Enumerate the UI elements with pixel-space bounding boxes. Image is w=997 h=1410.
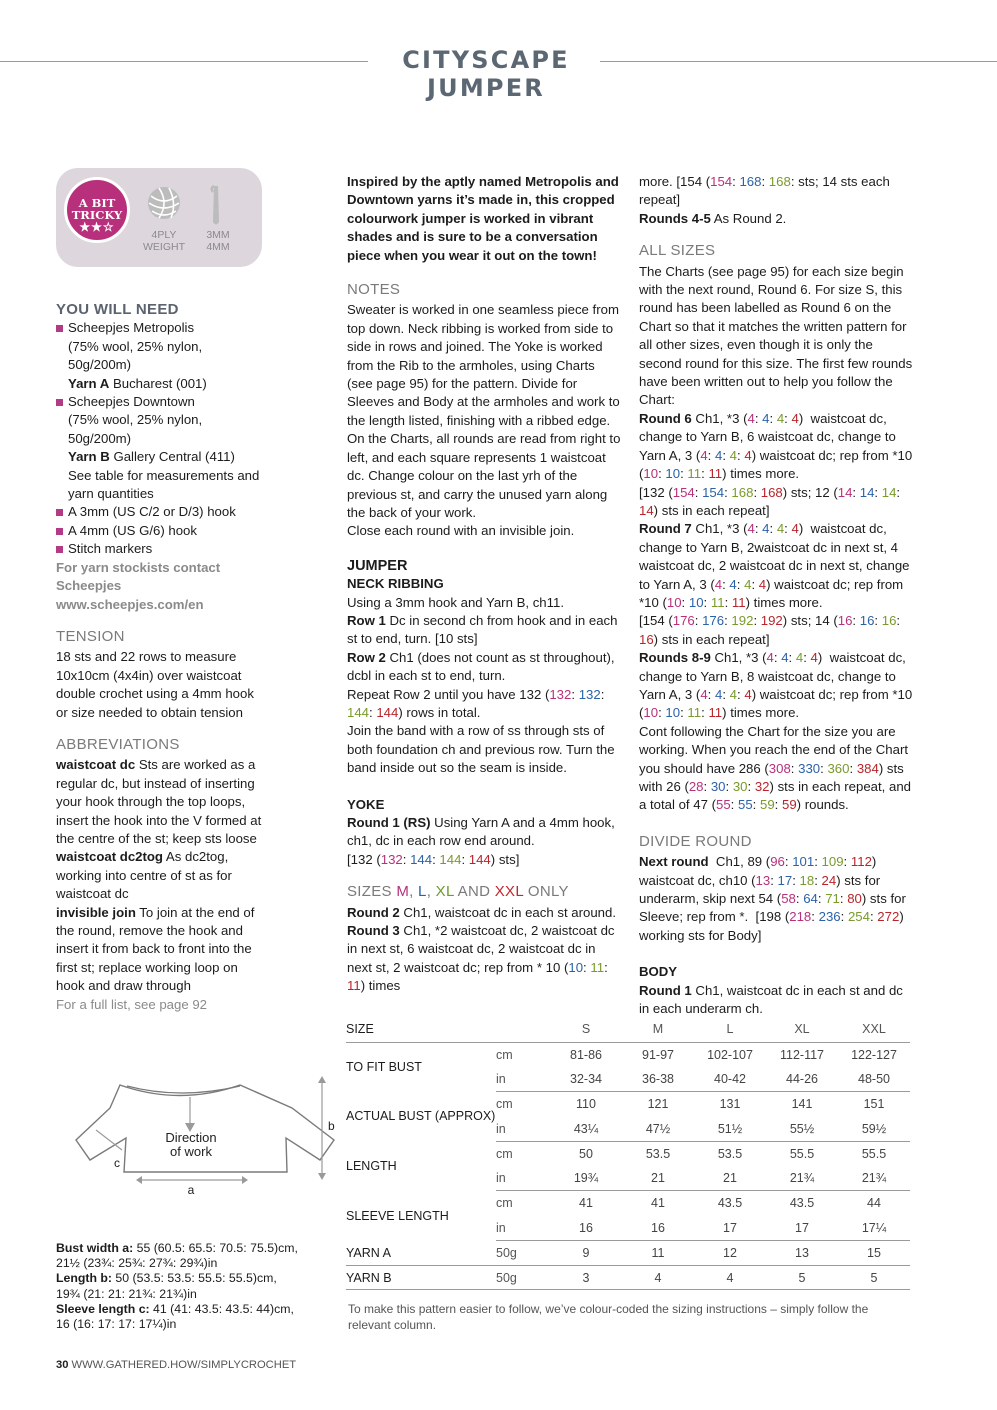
notes-heading: NOTES: [347, 281, 401, 299]
list-item-detail: Yarn A Bucharest (001): [68, 375, 207, 391]
dimension-a-label: a: [187, 1183, 195, 1197]
page-number: 30: [56, 1359, 69, 1371]
length-measure: Length b: 50 (53.5: 53.5: 55.5: 55.5)cm,: [56, 1271, 277, 1286]
page-title: CITYSCAPE JUMPER: [402, 46, 570, 102]
table-header-xl: XL: [766, 1017, 838, 1042]
column-right: [639, 173, 913, 1018]
stockists-text: For yarn stockists contact Scheepjes: [56, 559, 221, 594]
garment-diagram: [60, 1070, 340, 1200]
list-item: A 3mm (US C/2 or D/3) hook: [56, 503, 268, 521]
table-row: in 32-34 36-38 40-42 44-26 48-50: [346, 1067, 910, 1092]
intro-text: Inspired by the aptly named Metropolis and Downtown yarns it’s made in, this cropped colourwork jumper is worked in vibrant shades and is sure to be a conversation piece when you wear it out on the town!: [347, 174, 619, 263]
stockists-link[interactable]: www.scheepjes.com/en: [56, 596, 204, 612]
hook-size-label: 3MM 4MM: [206, 229, 230, 253]
abbreviations-full-list: For a full list, see page 92: [56, 996, 208, 1012]
crochet-hook-icon: [206, 184, 226, 228]
join-instruction: Join the band with a row of ss through sts of both foundation ch and previous row. Turn the band inside out so the seam is inside.: [347, 723, 615, 776]
round-7: Round 7 Ch1, *3 (4: 4: 4: 4) waistcoat dc, change to Yarn B, 2waistcoat dc in next st, 4 waistcoat dc, 2 waistcoat dc in next st, change to Yarn A, 3 (4: 4: 4: 4) waistcoat dc; rep from *10 (10: 10: 11: 11) times more.: [639, 521, 910, 610]
table-footnote: To make this pattern easier to follow, we’ve colour-coded the sizing instructions – simply follow the relevant column.: [348, 1302, 869, 1332]
you-will-need-heading: YOU WILL NEED: [56, 301, 179, 318]
abbreviations-heading: ABBREVIATIONS: [56, 735, 180, 753]
yoke-heading: YOKE: [347, 796, 385, 812]
round-1: Round 1 (RS) Using Yarn A and a 4mm hook, ch1, dc in each row end around.: [347, 815, 615, 849]
table-row-yarn-b: YARN B 50g 3 4 4 5 5: [346, 1265, 910, 1290]
column-middle: [347, 173, 621, 996]
round-6: Round 6 Ch1, *3 (4: 4: 4: 4) waistcoat dc, change to Yarn B, 6 waistcoat dc, change to Yarn A, 3 (4: 4: 4: 4) waistcoat dc; rep from *10 (10: 10: 11: 11) times more.: [639, 410, 913, 482]
table-header-l: L: [694, 1017, 766, 1042]
list-item-detail: (75% wool, 25% nylon, 50g/200m): [68, 338, 203, 373]
notes-text: Sweater is worked in one seamless piece from top down. Neck ribbing is worked from side to side in rows and joined. The Yoke is worked from the Rib to the armholes, using Charts (see page 95) for the pattern. Divide for Sleeves and Body at the armholes and work to the length listed, finishing with a ribbed edge. On the Charts, all rounds are read from right to left, and each square represents 1 waistcoat dc. Change colour on the last yrh of the previous st, and carry the unused yarn along the back of your work.: [347, 302, 621, 520]
direction-label: Direction: [165, 1130, 217, 1145]
round-6-count: [132 (154: 154: 168: 168) sts; 12 (14: 14: 14: 14) sts in each repeat]: [639, 484, 901, 518]
round-3: Round 3 Ch1, *2 waistcoat dc, 2 waistcoat dc in next st, 6 waistcoat dc, 2 waistcoat dc in next st, 2 waistcoat dc; rep from * 10 (10: 11: 11) times: [347, 923, 615, 994]
abbreviation-item: waistcoat dc2tog As dc2tog, working into centre of st as for waistcoat dc: [56, 849, 232, 902]
body-heading: BODY: [639, 964, 678, 980]
table-row: in 19¾ 21 21 21¾ 21¾: [346, 1166, 910, 1191]
table-row: LENGTH cm 50 53.5 53.5 55.5 55.5: [346, 1146, 887, 1173]
list-item: Scheepjes Metropolis: [56, 319, 268, 337]
footer-url[interactable]: WWW.GATHERED.HOW/SIMPLYCROCHET: [68, 1359, 297, 1371]
divide-round: Next round Ch1, 89 (96: 101: 109: 112) waistcoat dc, ch10 (13: 17: 18: 24) sts for underarm, skip next 54 (58: 64: 71: 80) sts for Sleeve; rep from *. [198 (218: 236: 254: 272) working sts for Body]: [639, 854, 906, 943]
measurements: [56, 1241, 326, 1332]
header-rule-right: [600, 61, 997, 62]
notes-text-2: Close each round with an invisible join.: [347, 523, 575, 539]
column-left: [56, 301, 268, 1014]
list-item: Scheepjes Downtown: [56, 393, 268, 411]
size-table: [346, 1017, 910, 1290]
body-round-1: Round 1 Ch1, waistcoat dc in each st and dc in each underarm ch.: [639, 982, 903, 1017]
length-measure-in: 19¾ (21: 21: 21¾: 21¾)in: [56, 1286, 197, 1301]
list-item: A 4mm (US G/6) hook: [56, 522, 268, 540]
bust-measure-in: 21½ (23¾: 25¾: 27¾: 29¾)in: [56, 1256, 218, 1271]
sizes-heading: SIZES M, L, XL AND XXL ONLY: [347, 883, 569, 901]
difficulty-badge: [56, 168, 262, 267]
list-item-detail: See table for measurements and yarn quantities: [68, 467, 260, 502]
sleeve-measure: Sleeve length c: 41 (41: 43.5: 43.5: 44)cm,: [56, 1301, 294, 1316]
difficulty-circle: [64, 177, 130, 243]
difficulty-line1: A BIT: [78, 196, 116, 210]
difficulty-stars: ★★☆: [79, 220, 115, 234]
yarn-weight-label: 4PLY WEIGHT: [143, 229, 185, 253]
all-sizes-text: The Charts (see page 95) for each size begin with the next round, Round 6. For size S, this round has been labelled as Round 6 on the Chart so that it matches the written pattern for all other sizes, even though it is only the second round for this size. The first few rounds have been written out to help you follow the Chart:: [639, 263, 913, 408]
tension-heading: TENSION: [56, 627, 125, 645]
page-footer: [56, 1359, 296, 1371]
header-rule-left: [0, 61, 368, 62]
neck-ribbing-heading: NECK RIBBING: [347, 576, 444, 592]
table-row: TO FIT BUST cm 81-86 91-97 102-107 112-117 122-127: [346, 1047, 897, 1075]
bust-measure: Bust width a: 55 (60.5: 65.5: 70.5: 75.5)cm,: [56, 1241, 298, 1255]
dimension-b-label: b: [328, 1119, 335, 1133]
round-7-count: [154 (176: 176: 192: 192) sts; 14 (16: 16: 16: 16) sts in each repeat]: [639, 613, 901, 647]
table-row-yarn-a: YARN A 50g 9 11 12 13 15: [346, 1240, 910, 1265]
sleeve-measure-in: 16 (16: 17: 17: 17¼)in: [56, 1317, 177, 1332]
direction-label-2: of work: [170, 1144, 212, 1159]
abbreviation-item: invisible join To join at the end of the round, remove the hook and insert it from back to front into the first st; replace working loop on hook and draw through: [56, 904, 255, 994]
rounds-8-9: Rounds 8-9 Ch1, *3 (4: 4: 4: 4) waistcoat dc, change to Yarn B, 8 waistcoat dc, change to Yarn A, 3 (4: 4: 4: 4) waistcoat dc; rep from *10 (10: 10: 11: 11) times more.: [639, 650, 913, 721]
round-1-count: [132 (132: 144: 144: 144) sts]: [347, 851, 520, 867]
rounds-4-5: Rounds 4-5 As Round 2.: [639, 210, 787, 226]
list-item: Stitch markers: [56, 540, 268, 558]
divide-round-heading: DIVIDE ROUND: [639, 832, 752, 850]
yarn-ball-icon: [147, 186, 181, 220]
repeat-row: Repeat Row 2 until you have 132 (132: 132: 144: 144) rows in total.: [347, 686, 605, 720]
round-3-cont: more. [154 (154: 168: 168: sts; 14 sts each repeat]: [639, 174, 890, 208]
row-1: Row 1 Dc in second ch from hook and in each st to end, turn. [10 sts]: [347, 612, 618, 647]
table-header-size: SIZE: [346, 1017, 496, 1042]
table-row: in 16 16 17 17 17¼: [346, 1216, 910, 1241]
table-header-m: M: [622, 1017, 694, 1042]
difficulty-line2: TRICKY: [71, 208, 123, 222]
table-row: SLEEVE LENGTH cm 41 41 43.5 43.5 44: [346, 1196, 881, 1223]
table-header-s: S: [550, 1017, 622, 1042]
table-header-row: [346, 1017, 910, 1042]
continue-chart: Cont following the Chart for the size you are working. When you reach the end of the Chart you should have 286 (308: 330: 360: 384) sts with 26 (28: 30: 30: 32) sts in each repeat, and a total of 47 (55: 55: 59: 59) rounds.: [639, 723, 911, 813]
jumper-heading: JUMPER: [347, 557, 408, 574]
table-row: in 43¼ 47½ 51½ 55½ 59½: [346, 1116, 910, 1141]
table-header-xxl: XXL: [838, 1017, 910, 1042]
abbreviation-item: waistcoat dc Sts are worked as a regular dc, but instead of inserting your hook through the top loops, insert the hook into the V formed at the centre of the st; keep sts loose: [56, 757, 262, 846]
all-sizes-heading: ALL SIZES: [639, 242, 716, 260]
table-row: ACTUAL BUST (APPROX) cm 110 121 131 141 151: [346, 1097, 885, 1124]
dimension-c-label: c: [114, 1156, 120, 1170]
tension-text: 18 sts and 22 rows to measure 10x10cm (4x4in) over waistcoat double crochet using a 4mm hook or size needed to obtain tension: [56, 649, 254, 720]
round-2: Round 2 Ch1, waistcoat dc in each st around.: [347, 904, 616, 920]
neck-instruction: Using a 3mm hook and Yarn B, ch11.: [347, 594, 564, 610]
row-2: Row 2 Ch1 (does not count as st throughout), dcbl in each st to end, turn.: [347, 649, 615, 684]
list-item-detail: Yarn B Gallery Central (411): [68, 449, 235, 465]
list-item-detail: (75% wool, 25% nylon, 50g/200m): [68, 412, 203, 446]
